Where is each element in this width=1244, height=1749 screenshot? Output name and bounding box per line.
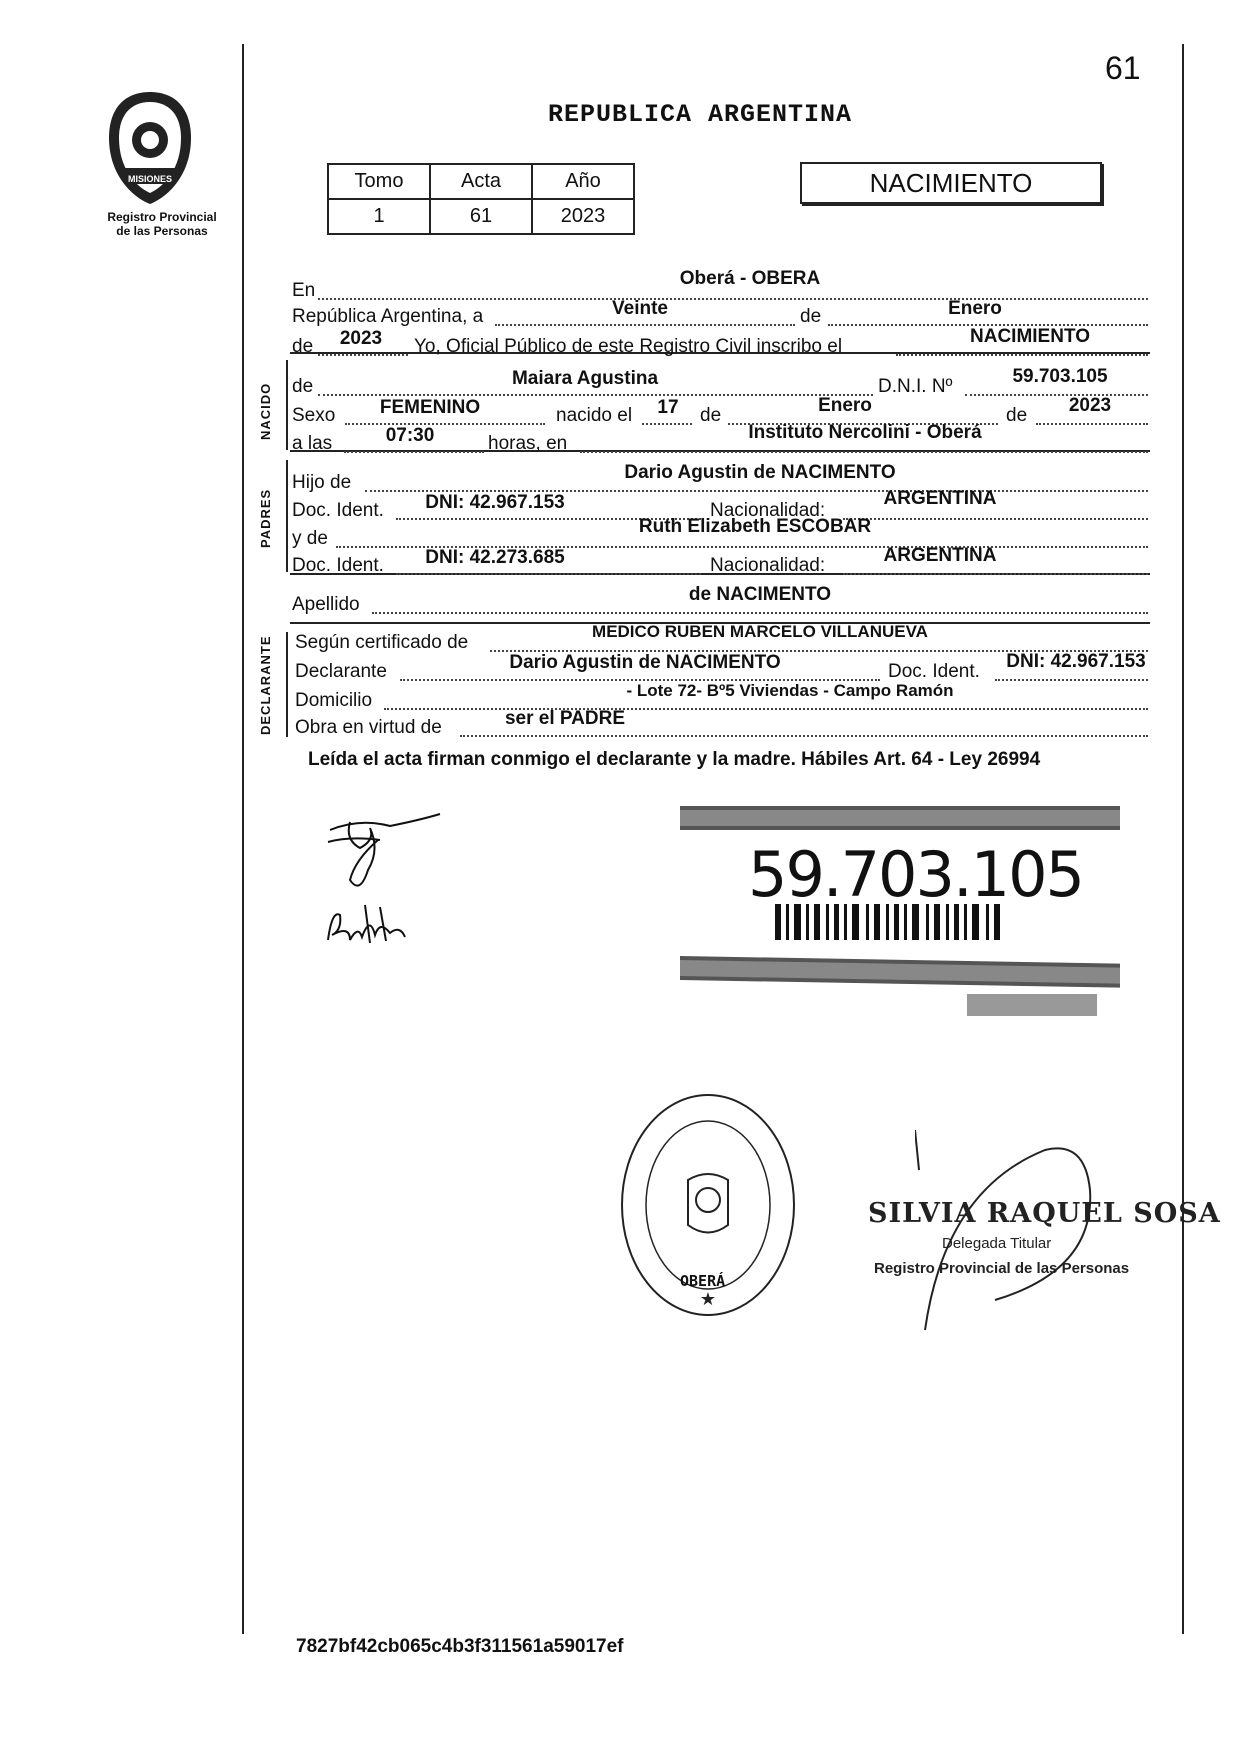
dots-anio xyxy=(318,354,408,356)
value-dia-nacimiento: 17 xyxy=(657,397,679,418)
bracket-padres xyxy=(286,460,288,572)
value-nombre: Maiara Agustina xyxy=(511,368,659,389)
label-dni: D.N.I. Nº xyxy=(878,376,953,397)
label-apellido: Apellido xyxy=(292,594,360,615)
label-de-nombre: de xyxy=(292,376,314,397)
value-mes-inscripcion: Enero xyxy=(948,298,1002,319)
tomo-header: Tomo xyxy=(328,164,430,199)
dots-dia-nac xyxy=(642,423,692,425)
section-label-nacido: NACIDO xyxy=(258,382,273,440)
dots-doc-declarante xyxy=(995,679,1148,681)
label-de-mes: de xyxy=(800,306,822,327)
label-de-mes-nac: de xyxy=(700,405,722,426)
value-madre: Ruth Elizabeth ESCOBAR xyxy=(638,516,872,537)
value-padre-doc: DNI: 42.967.153 xyxy=(425,492,565,513)
dots-anio-nac xyxy=(1036,423,1148,425)
label-yo: Yo, Oficial Público de este Registro Civil inscribo el xyxy=(414,336,843,357)
dots-nac-madre xyxy=(843,573,1148,575)
dots-apellido xyxy=(372,612,1148,614)
right-margin-line xyxy=(1182,44,1184,1634)
document-title: REPUBLICA ARGENTINA xyxy=(547,100,853,129)
label-domicilio: Domicilio xyxy=(295,690,373,711)
value-tipo-acto: NACIMIENTO xyxy=(970,326,1090,347)
value-madre-doc: DNI: 42.273.685 xyxy=(425,547,565,568)
value-certificado: MEDICO RUBEN MARCELO VILLANUEVA xyxy=(592,622,928,641)
svg-text:MISIONES: MISIONES xyxy=(127,174,173,184)
value-padre: Dario Agustin de NACIMENTO xyxy=(624,462,896,483)
registry-caption xyxy=(62,210,262,238)
anio-value: 2023 xyxy=(532,199,634,234)
id-stamp-number: 59.703.105 xyxy=(748,838,1083,911)
left-margin-line xyxy=(242,44,244,1634)
value-hora: 07:30 xyxy=(385,425,435,446)
value-anio-inscripcion: 2023 xyxy=(339,328,383,349)
registry-line-1: Registro Provincial xyxy=(107,210,217,224)
dots-doc-madre xyxy=(396,573,701,575)
registry-line-2: de las Personas xyxy=(116,224,208,238)
dots-tipo xyxy=(896,354,1148,356)
label-de-anio: de xyxy=(292,336,314,357)
bracket-declarante xyxy=(286,632,288,737)
label-y-de: y de xyxy=(292,528,328,549)
label-nacionalidad-madre: Nacionalidad: xyxy=(710,555,826,576)
record-type-box: NACIMIENTO xyxy=(800,162,1102,204)
official-name: SILVIA RAQUEL SOSA xyxy=(868,1198,1221,1229)
value-obra: ser el PADRE xyxy=(504,708,626,729)
page-number: 61 xyxy=(1105,50,1141,86)
label-segun-certificado: Según certificado de xyxy=(295,632,469,653)
anio-header: Año xyxy=(532,164,634,199)
value-lugar-nacimiento: Instituto Nercolini - Oberá xyxy=(748,422,982,443)
label-doc-declarante: Doc. Ident. xyxy=(888,661,980,682)
label-sexo: Sexo xyxy=(292,405,336,426)
dots-obra xyxy=(460,735,1148,737)
label-nacido-el: nacido el xyxy=(556,405,633,426)
dots-lugar-nac xyxy=(580,451,1148,453)
document-hash: 7827bf42cb065c4b3f311561a59017ef xyxy=(296,1636,624,1657)
value-sexo: FEMENINO xyxy=(379,397,481,418)
value-madre-nacionalidad: ARGENTINA xyxy=(883,545,997,566)
official-registry: Registro Provincial de las Personas xyxy=(874,1260,1130,1277)
value-padre-nacionalidad: ARGENTINA xyxy=(883,488,997,509)
label-obra: Obra en virtud de xyxy=(295,717,442,738)
label-doc-madre: Doc. Ident. xyxy=(292,555,384,576)
bracket-nacido xyxy=(286,360,288,450)
value-apellido: de NACIMENTO xyxy=(688,584,832,605)
dots-dia xyxy=(495,324,795,326)
section-label-padres: PADRES xyxy=(258,488,273,548)
declarant-signature xyxy=(320,800,450,905)
value-mes-nacimiento: Enero xyxy=(818,395,872,416)
label-de-anio-nac: de xyxy=(1006,405,1028,426)
label-declarante: Declarante xyxy=(295,661,387,682)
record-table xyxy=(327,163,635,235)
label-republica: República Argentina, a xyxy=(292,306,484,327)
tomo-value: 1 xyxy=(328,199,430,234)
acta-value: 61 xyxy=(430,199,532,234)
value-declarante: Dario Agustin de NACIMENTO xyxy=(509,652,781,673)
value-lugar: Oberá - OBERA xyxy=(679,268,821,289)
seal-city: OBERÁ xyxy=(680,1272,726,1290)
label-hijo-de: Hijo de xyxy=(292,472,352,493)
value-dni: 59.703.105 xyxy=(1012,366,1108,387)
value-declarante-doc: DNI: 42.967.153 xyxy=(1006,651,1146,672)
value-anio-nacimiento: 2023 xyxy=(1068,395,1112,416)
value-domicilio: - Lote 72- Bº5 Viviendas - Campo Ramón xyxy=(626,681,954,700)
section-label-declarante: DECLARANTE xyxy=(258,635,273,735)
label-doc-padre: Doc. Ident. xyxy=(292,500,384,521)
label-a-las: a las xyxy=(292,433,333,454)
label-nacionalidad-padre: Nacionalidad: xyxy=(710,500,826,521)
value-dia-inscripcion: Veinte xyxy=(612,298,668,319)
label-horas-en: horas, en xyxy=(488,433,568,454)
dots-hora xyxy=(344,451,484,453)
official-role: Delegada Titular xyxy=(942,1235,1052,1252)
closing-note: Leída el acta firman conmigo el declarante y la madre. Hábiles Art. 64 - Ley 26994 xyxy=(308,749,1041,770)
label-en: En xyxy=(292,280,316,301)
acta-header: Acta xyxy=(430,164,532,199)
svg-text:★: ★ xyxy=(699,1289,717,1309)
mother-signature xyxy=(320,895,420,960)
